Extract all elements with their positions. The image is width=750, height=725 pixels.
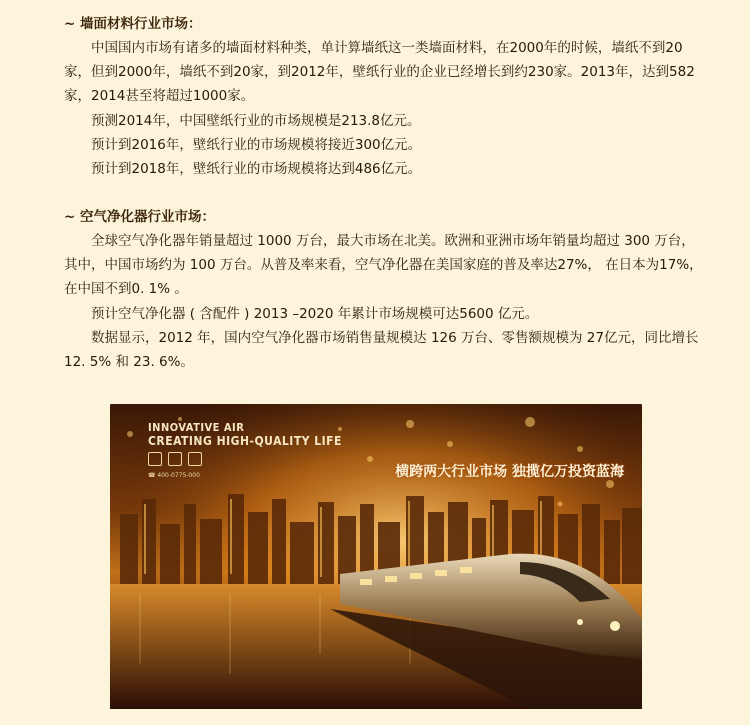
badge-icon <box>148 452 162 466</box>
banner-title-line1: INNOVATIVE AIR <box>148 421 245 434</box>
city-train-illustration <box>110 404 642 709</box>
banner-slogan: 横跨两大行业市场 独揽亿万投资蓝海 <box>395 464 624 480</box>
paragraph: 预计到2018年，壁纸行业的市场规模将达到486亿元。 <box>91 161 422 178</box>
badge-icon <box>188 452 202 466</box>
wall-material-section <box>64 12 704 181</box>
promo-banner-image <box>110 404 642 709</box>
paragraph: 预计到2016年，壁纸行业的市场规模将接近300亿元。 <box>91 136 422 153</box>
section-heading: ~ 墙面材料行业市场： <box>64 16 202 32</box>
certification-badges <box>148 452 202 466</box>
air-purifier-section <box>64 205 704 374</box>
paragraph: 中国国内市场有诸多的墙面材料种类，单计算墙纸这一类墙面材料，在2000年的时候，墙纸不到20家，但到2000年，墙纸不到20家，到2012年，壁纸行业的企业已经增长到约230家。2013年，达到582家，2014甚至将超过1000家。 <box>64 40 695 105</box>
badge-icon <box>168 452 182 466</box>
paragraph: 预计空气净化器 ( 含配件 ) 2013 –2020 年累计市场规模可达5600 亿元。 <box>91 305 539 322</box>
section-heading: ~ 空气净化器行业市场： <box>64 209 216 225</box>
banner-phone: ☎ 400-0775-000 <box>148 472 200 479</box>
banner-title-line2: CREATING HIGH-QUALITY LIFE <box>148 434 342 448</box>
paragraph: 数据显示，2012 年，国内空气净化器市场销售量规模达 126 万台、零售额规模为 27亿元，同比增长 12. 5% 和 23. 6%。 <box>64 329 699 371</box>
paragraph: 全球空气净化器年销量超过 1000 万台，最大市场在北美。欧洲和亚洲市场年销量均超过 300 万台，其中，中国市场约为 100 万台。从普及率来看，空气净化器在美国家庭的普及率达27%， 在日本为17%， 在中国不到0. 1% 。 <box>64 233 703 298</box>
paragraph: 预测2014年，中国壁纸行业的市场规模是213.8亿元。 <box>91 112 421 129</box>
